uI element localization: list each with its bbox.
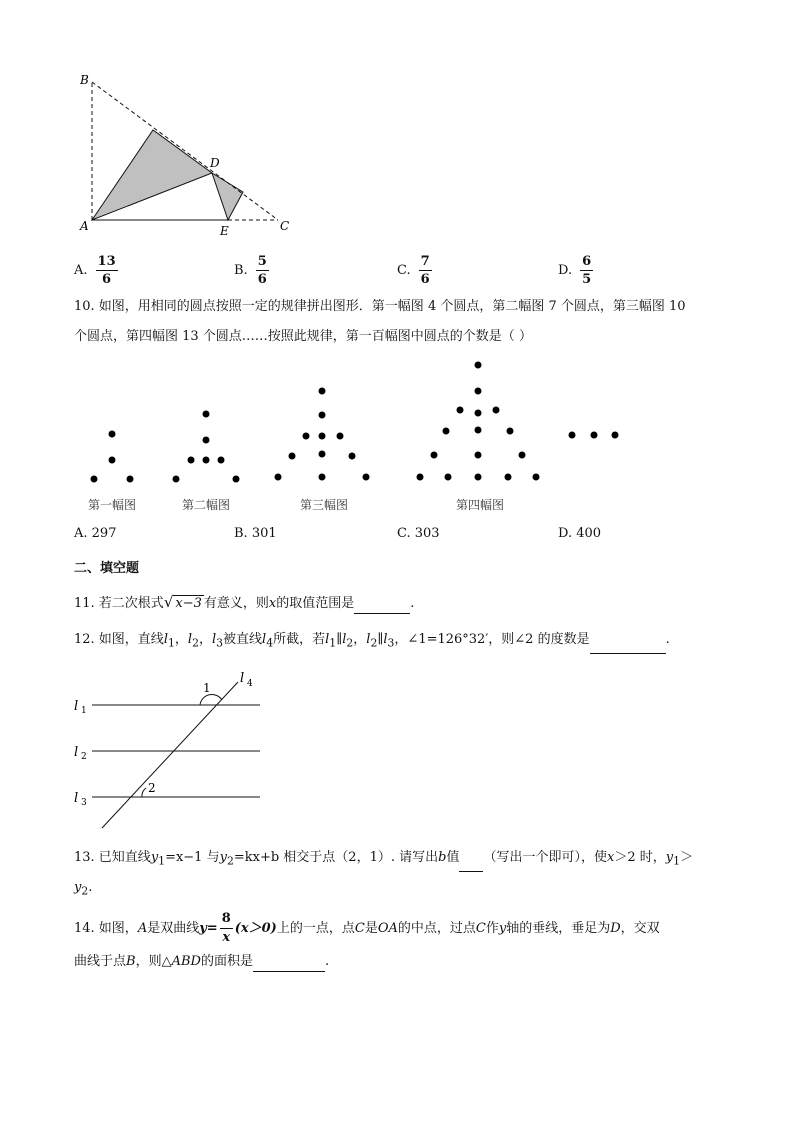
svg-text:3: 3	[81, 798, 87, 808]
q14-answer-blank[interactable]	[253, 957, 325, 972]
q11-answer-blank[interactable]	[354, 599, 410, 614]
label-E: E	[220, 224, 229, 238]
svg-text:l: l	[240, 671, 245, 686]
q9-option-c[interactable]: C. $\frac{7}{6}$	[397, 253, 430, 287]
section-title: 二、填空题	[74, 561, 140, 576]
q13-answer-blank[interactable]	[459, 857, 483, 872]
svg-text:2: 2	[81, 752, 87, 762]
svg-text:l: l	[74, 791, 79, 806]
caption-fig3: 第三幅图	[300, 498, 349, 512]
label-C: C	[280, 219, 290, 233]
svg-text:l: l	[74, 745, 79, 760]
q11-line: 11. 若二次根式√ x−3 有意义，则x的取值范围是 .	[74, 592, 414, 614]
q14-line2: 曲线于点B，则△ABD的面积是 .	[74, 952, 329, 972]
caption-fig1: 第一幅图	[88, 498, 137, 512]
svg-text:1: 1	[203, 681, 211, 695]
q13-line1: 13. 已知直线$y_1=x-1$ 与$y_2=kx+b$ 相交于点（2，1）. 请写出b值 （写出一个即可），使x＞2 时，$y_1>$	[74, 848, 693, 872]
svg-text:4: 4	[247, 679, 253, 689]
q10-option-b[interactable]: B. 301	[234, 526, 277, 541]
label-A: A	[80, 219, 89, 233]
svg-text:l: l	[74, 699, 79, 714]
caption-fig4: 第四幅图	[456, 498, 505, 512]
svg-text:2: 2	[148, 781, 156, 795]
q10-option-a[interactable]: A. 297	[74, 526, 117, 541]
q13-line2: $y_2$.	[74, 880, 93, 898]
q10-line1: 10. 如图，用相同的圆点按照一定的规律拼出图形．第一幅图 4 个圆点，第二幅图 7 个圆点，第三幅图 10	[74, 299, 686, 314]
q9-option-b[interactable]: B. $\frac{5}{6}$	[234, 253, 267, 287]
q12-line: 12. 如图，直线$l_1$，$l_2$，$l_3$被直线$l_4$所截，若$l_1\parallel l_2$，$l_2\parallel l_3$，∠1=126°32′，则∠2 的度数是 .	[74, 630, 670, 654]
q9-option-d[interactable]: D. $\frac{6}{5}$	[558, 253, 592, 287]
q14-line1: 14. 如图，A是双曲线y= $\frac{8}{x}$ (x＞0)上的一点，点C是OA的中点，过点C作y轴的垂线，垂足为D，交双	[74, 911, 660, 945]
q9-option-a[interactable]: A. $\frac{13}{6}$	[74, 253, 116, 287]
svg-text:1: 1	[81, 706, 87, 716]
label-D: D	[210, 156, 220, 170]
q10-dot-figures	[80, 355, 640, 520]
q12-parallel-lines-figure	[70, 668, 270, 833]
caption-fig2: 第二幅图	[182, 498, 231, 512]
q10-line2: 个圆点，第四幅图 13 个圆点……按照此规律，第一百幅图中圆点的个数是（ ）	[74, 329, 532, 344]
q12-answer-blank[interactable]	[590, 639, 666, 654]
q9-triangle-figure	[70, 70, 300, 240]
label-B: B	[80, 73, 89, 87]
q10-option-d[interactable]: D. 400	[558, 526, 602, 541]
q10-option-c[interactable]: C. 303	[397, 526, 440, 541]
